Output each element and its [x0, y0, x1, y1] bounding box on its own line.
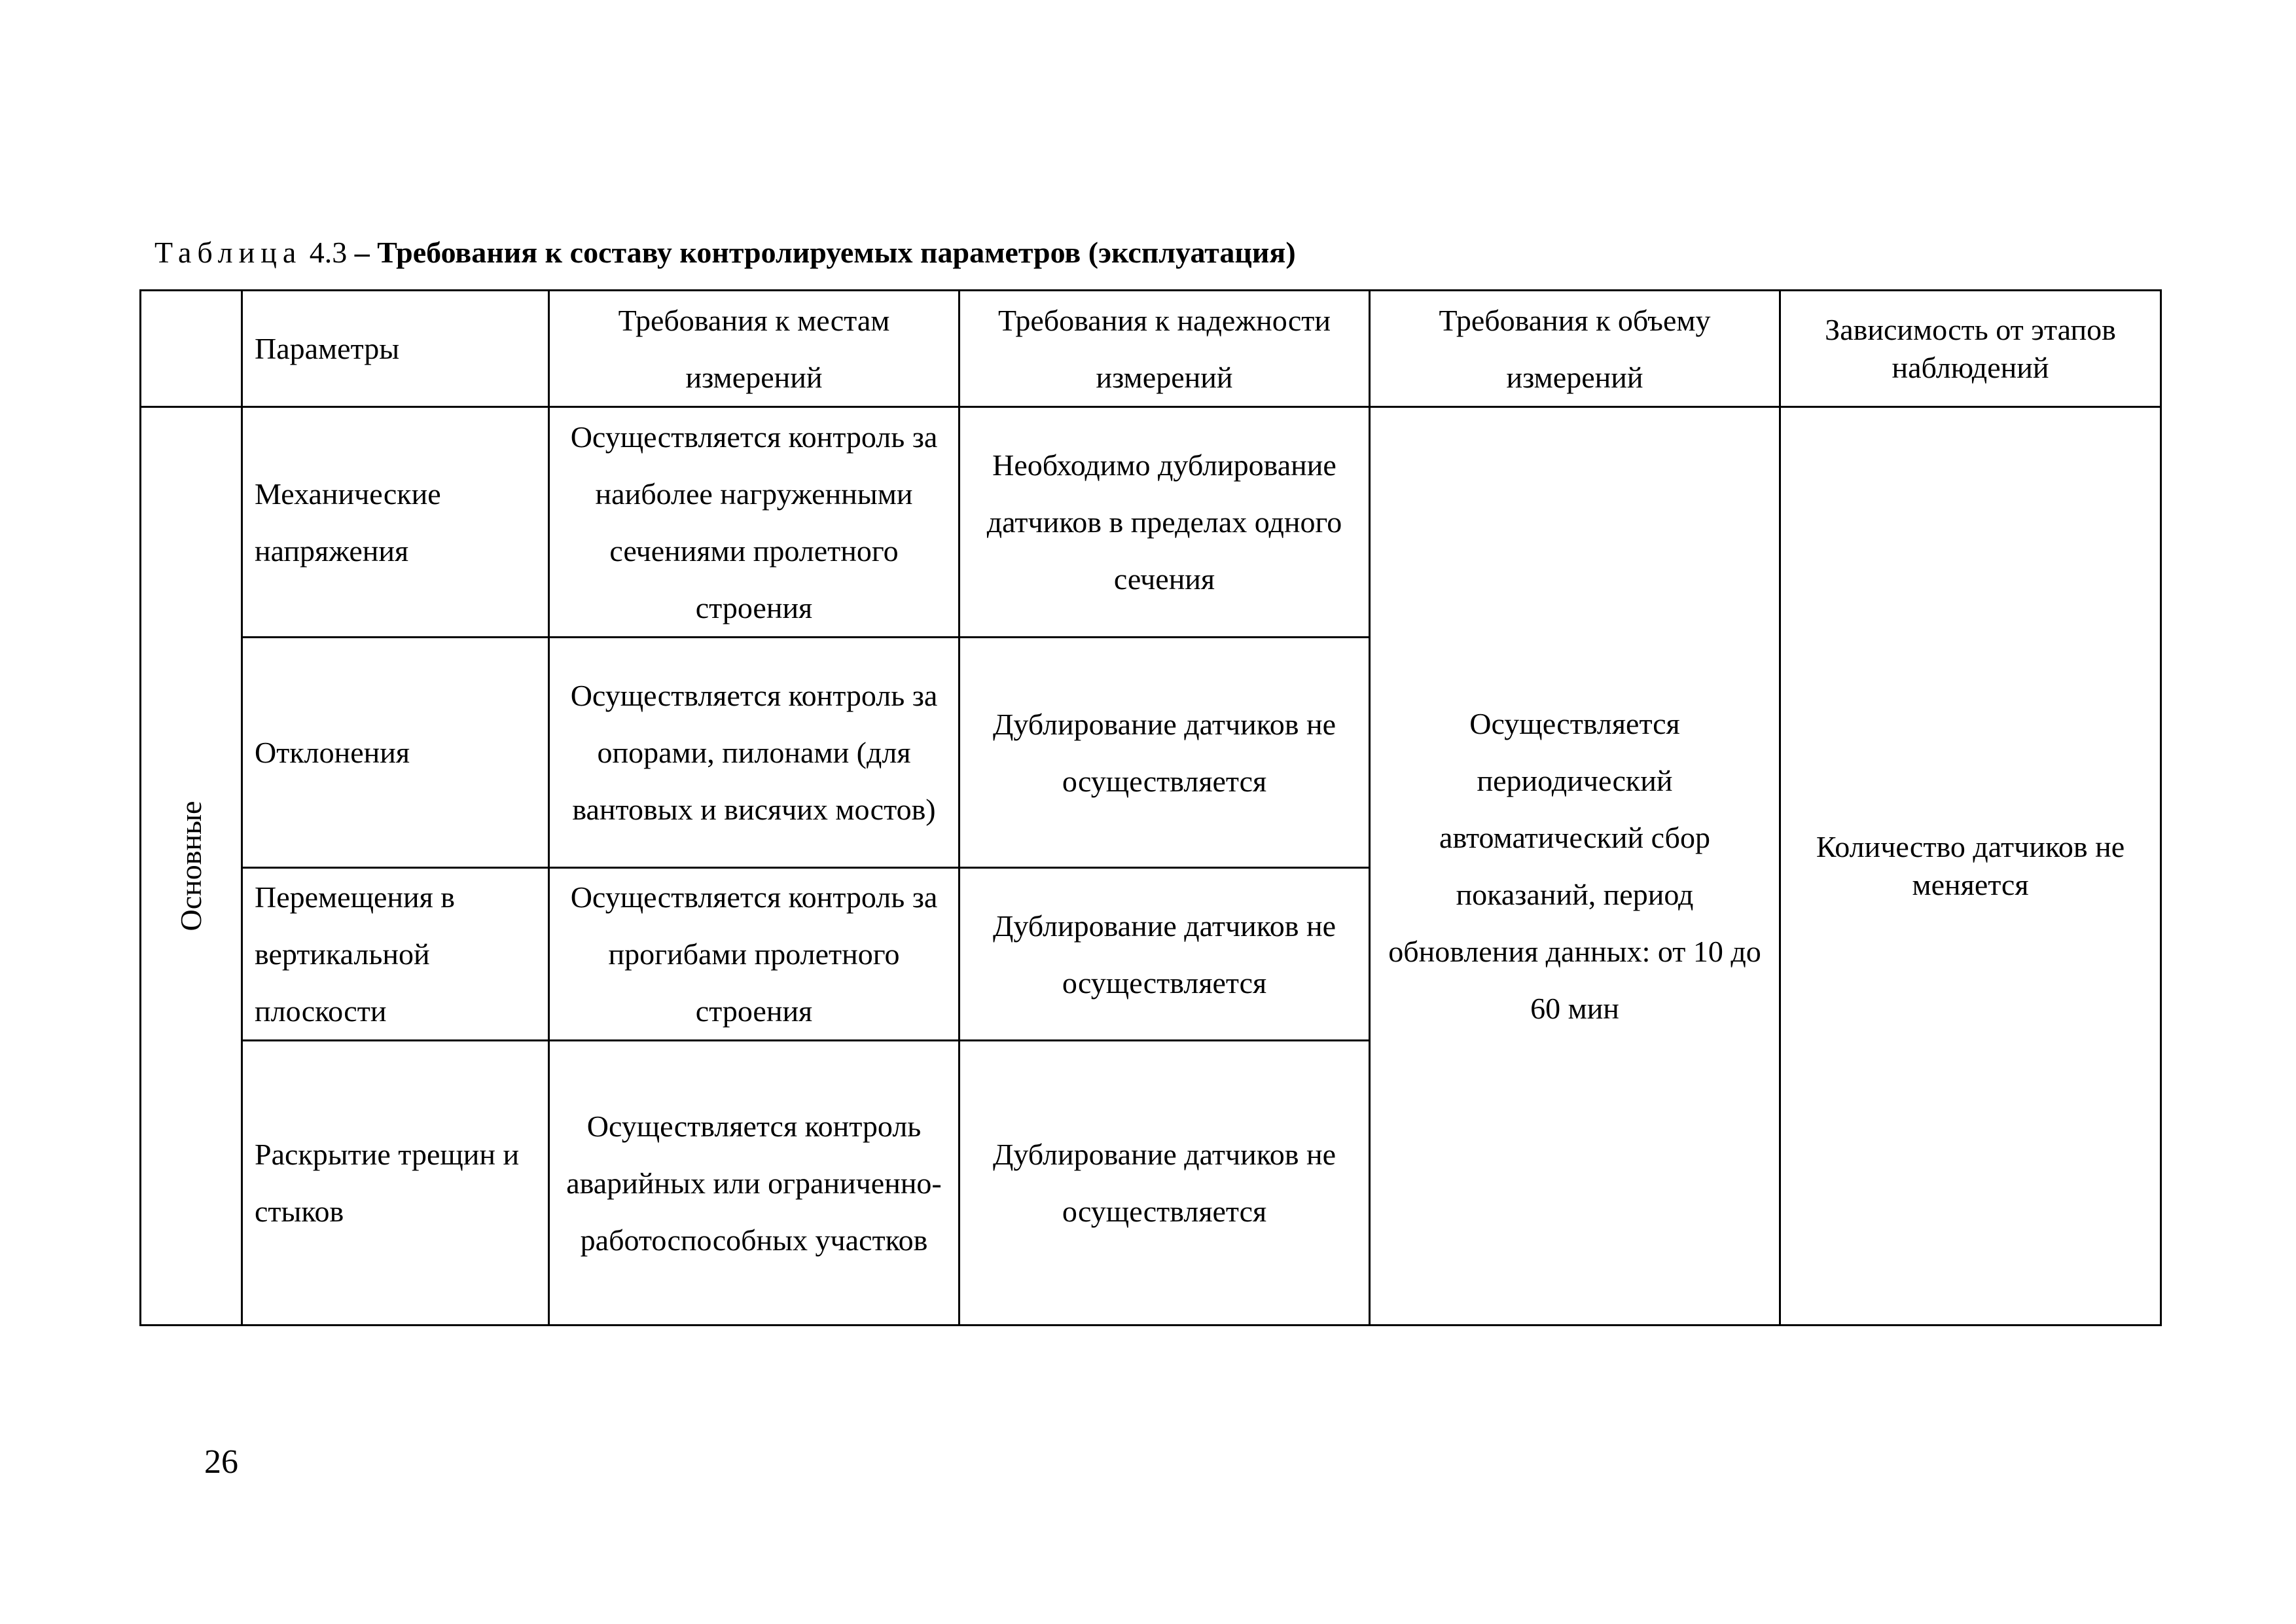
requirements-table: [139, 289, 2162, 1326]
header-row: [141, 291, 2161, 407]
reliability-cell: Дублирование датчиков не осуществляется: [960, 638, 1370, 868]
dependence-merged-cell: Количество датчиков не меняется: [1780, 407, 2161, 1326]
group-label-cell: [141, 407, 242, 1326]
group-label: Основные: [174, 801, 207, 931]
places-cell: Осуществляется контроль за наиболее нагруженными сечениями пролетного строения: [549, 407, 960, 638]
header-reliability: Требования к надежности измерений: [960, 291, 1370, 407]
reliability-cell: Дублирование датчиков не осуществляется: [960, 1041, 1370, 1326]
table-caption: [154, 234, 1296, 271]
caption-title: – Требования к составу контролируемых параметров (эксплуатация): [347, 236, 1296, 269]
header-places: Требования к местам измерений: [549, 291, 960, 407]
header-parameters: Параметры: [242, 291, 549, 407]
reliability-cell: Дублирование датчиков не осуществляется: [960, 868, 1370, 1041]
caption-number: 4.3: [302, 236, 348, 269]
reliability-cell: Необходимо дублирование датчиков в пределах одного сечения: [960, 407, 1370, 638]
places-cell: Осуществляется контроль за опорами, пилонами (для вантовых и висячих мостов): [549, 638, 960, 868]
parameter-cell: Перемещения в вертикальной плоскости: [242, 868, 549, 1041]
parameter-cell: Отклонения: [242, 638, 549, 868]
header-volume: Требования к объему измерений: [1370, 291, 1780, 407]
places-cell: Осуществляется контроль за прогибами пролетного строения: [549, 868, 960, 1041]
parameter-cell: Механические напряжения: [242, 407, 549, 638]
header-group-cell: [141, 291, 242, 407]
parameter-cell: Раскрытие трещин и стыков: [242, 1041, 549, 1326]
volume-merged-cell: Осуществляется периодический автоматический сбор показаний, период обновления данных: от 10 до 60 мин: [1370, 407, 1780, 1326]
page-number: 26: [204, 1443, 238, 1481]
places-cell: Осуществляется контроль аварийных или ограниченно-работоспособных участков: [549, 1041, 960, 1326]
table-row: [141, 407, 2161, 638]
caption-label: Таблица: [154, 236, 302, 269]
header-dependence: Зависимость от этапов наблюдений: [1780, 291, 2161, 407]
